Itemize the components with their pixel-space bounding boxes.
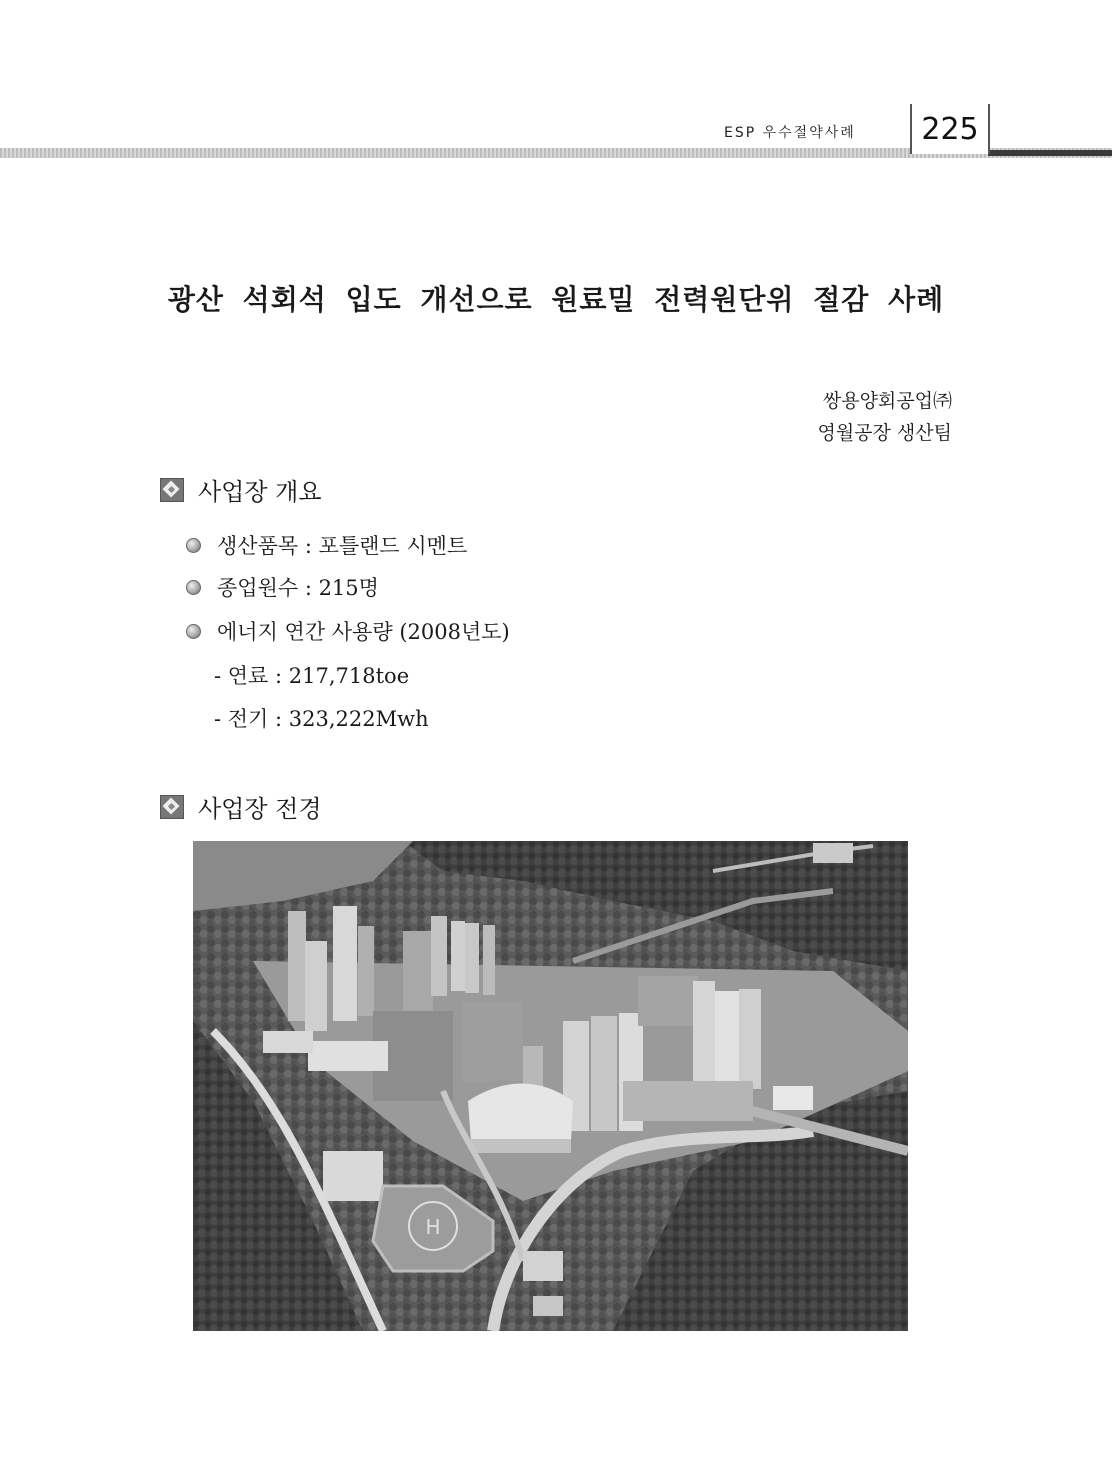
bullet-icon <box>186 580 201 595</box>
section-heading-overview <box>160 472 322 507</box>
section-diamond-icon <box>160 795 184 819</box>
author-team: 영월공장 생산팀 <box>817 422 952 444</box>
list-item <box>186 572 379 602</box>
section-heading-view <box>160 789 322 824</box>
plant-aerial-illustration <box>193 841 908 1331</box>
section-diamond-icon <box>160 478 184 502</box>
list-item <box>186 616 510 646</box>
page-number: 225 <box>921 112 979 147</box>
bullet-icon <box>186 538 201 553</box>
running-title: ESP 우수절약사례 <box>724 125 856 141</box>
document-title: 광산 석회석 입도 개선으로 원료밀 전력원단위 절감 사례 <box>167 283 945 316</box>
bullet-icon <box>186 624 201 639</box>
list-item <box>186 530 467 560</box>
list-item-text: 생산품목 : 포틀랜드 시멘트 <box>217 534 468 558</box>
page-number-box <box>910 104 990 154</box>
sub-item-electricity: - 전기 : 323,222Mwh <box>214 707 429 731</box>
helipad-mark: H <box>425 1215 441 1239</box>
sub-item-fuel: - 연료 : 217,718toe <box>214 664 410 688</box>
list-item-text: 에너지 연간 사용량 (2008년도) <box>217 620 510 644</box>
section-heading-label: 사업장 전경 <box>198 795 322 823</box>
section-heading-label: 사업장 개요 <box>198 478 322 506</box>
header-rule-accent <box>988 150 1112 156</box>
author-company: 쌍용양회공업㈜ <box>822 390 952 412</box>
plant-aerial-photo <box>193 841 908 1331</box>
list-item-text: 종업원수 : 215명 <box>217 576 379 600</box>
